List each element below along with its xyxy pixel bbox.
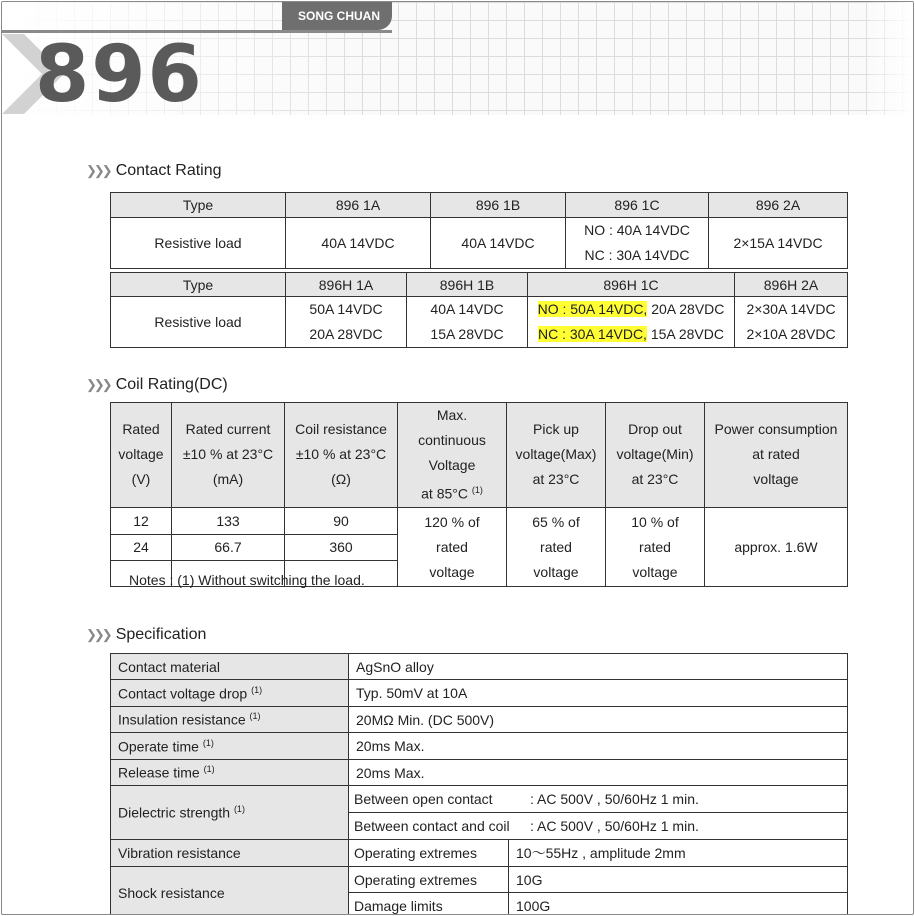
brand-tab: SONG CHUAN <box>282 2 392 30</box>
contact-rating-h-table: Type 896H 1A 896H 1B 896H 1C 896H 2A Resistive load 50A 14VDC 20A 28VDC 40A 14VDC 15A 28VDC NO : 50A 14VDC, 20A 28VDC NC : 30A 14VDC, 15A 28VDC 2×30A 14VDC 2×10A 28VDC <box>110 272 848 348</box>
datasheet-page <box>1 1 914 915</box>
contact-rating-table: Type 896 1A 896 1B 896 1C 896 2A Resistive load 40A 14VDC 40A 14VDC NO : 40A 14VDC NC : 30A 14VDC 2×15A 14VDC <box>110 192 848 269</box>
page-header <box>2 2 913 115</box>
double-chevron-icon: ❯❯❯ <box>86 163 110 178</box>
section-title-contact-rating: ❯❯❯ Contact Rating <box>86 162 222 179</box>
coil-rating-table: Rated voltage (V) Rated current ±10 % at 23°C (mA) Coil resistance ±10 % at 23°C (Ω) Max. continuous Voltage at 85°C $^{(1)}$ Pick up voltage(Max) at 23°C Drop out voltage(Min) at 23°C Power consumption at rated voltage 12 133 90 120 % of rated voltage 65 % of rated voltage 10 % of rated voltage approx. 1.6W 24 66.7 360 <box>110 402 848 587</box>
model-number: 896 <box>35 30 204 115</box>
double-chevron-icon: ❯❯❯ <box>86 377 110 392</box>
highlighted-text: NO : 50A 14VDC, <box>537 301 648 317</box>
double-chevron-icon: ❯❯❯ <box>86 627 110 642</box>
coil-notes: Notes : (1) Without switching the load. <box>129 572 365 588</box>
section-title-specification: ❯❯❯ Specification <box>86 626 207 643</box>
section-title-coil-rating: ❯❯❯ Coil Rating(DC) <box>86 376 228 393</box>
specification-table: Contact material AgSnO alloy Contact voltage drop $^{(1)}$ Typ. 50mV at 10A Insulation resistance $^{(1)}$ 20MΩ Min. (DC 500V) Operate time $^{(1)}$ 20ms Max. Release time $^{(1)}$ 20ms Max. Dielectric strength $^{(1)}$ Between open contact : AC 500V , 50/60Hz 1 min. Between contact and coil : AC 500V , 50/60Hz 1 min. Vibration resistance Operating extremes 10～55Hz , amplitude 2mm Shock resistance Operating extremes 10G Damage limits 100G <box>110 653 848 915</box>
highlighted-text: NC : 30A 14VDC, <box>538 326 647 342</box>
